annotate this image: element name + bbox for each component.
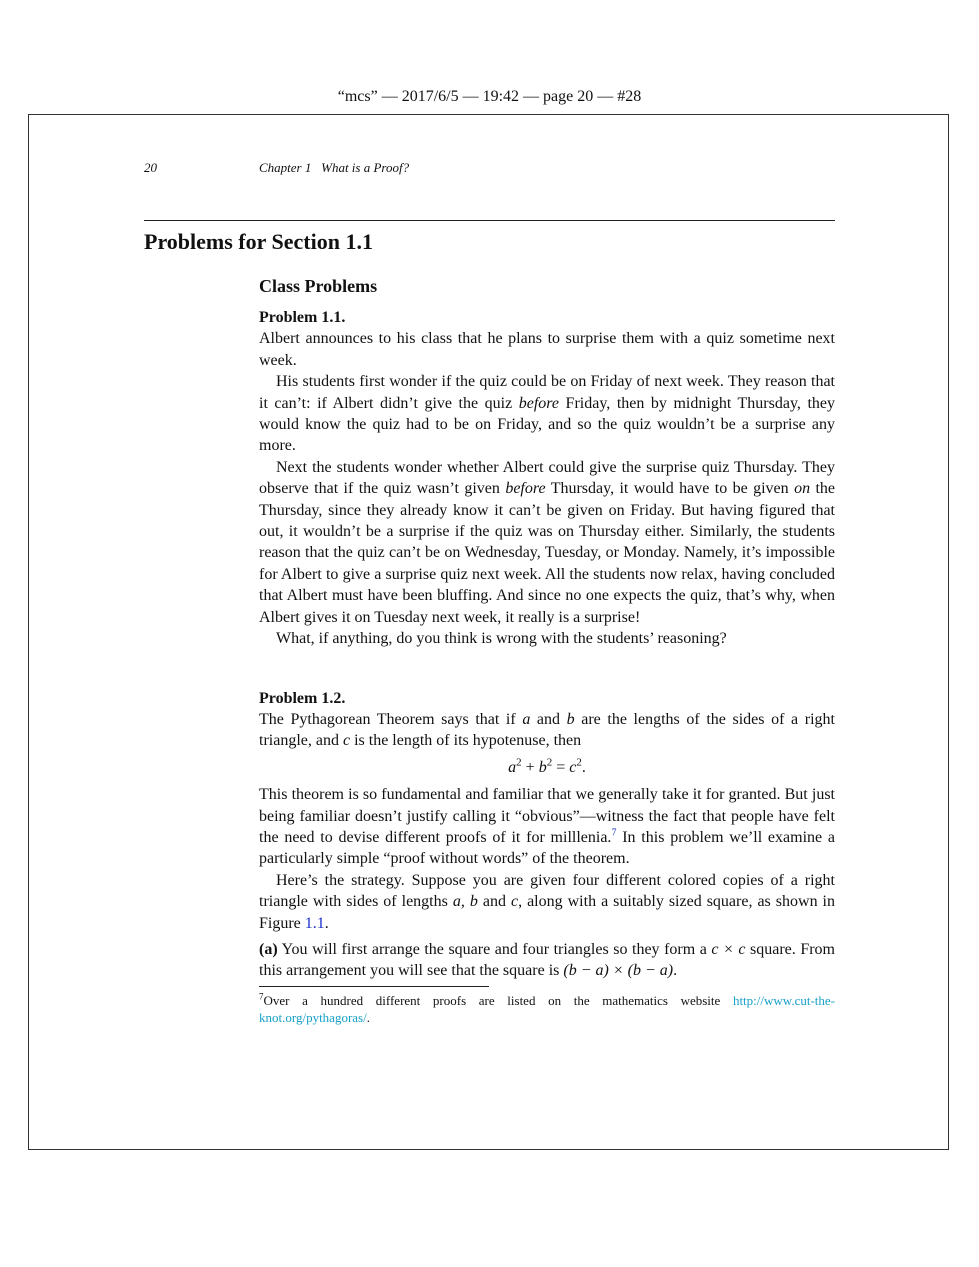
footnote-ref-7[interactable]: 7 (611, 827, 617, 839)
problem-1-paragraph-1: Albert announces to his class that he plans to surprise them with a quiz sometime next week. (259, 330, 835, 369)
figure-ref-link[interactable]: 1.1 (304, 914, 325, 932)
problem-2-title: Problem 1.2. (259, 689, 346, 707)
pythagorean-equation: $a^2 + b^2 = c^2$. (508, 756, 586, 776)
main-column (259, 274, 835, 1026)
page-header-line: “mcs” — 2017/6/5 — 19:42 — page 20 — #28 (337, 88, 642, 105)
problem-2-intro: The Pythagorean Theorem says that if a and b are the lengths of the sides of a right triangle, and c is the length of its hypotenuse, then (259, 710, 835, 750)
problem-2-paragraph-2: This theorem is so fundamental and familiar that we generally take it for granted. But just being familiar doesn’t justify calling it “obvious”—witness the fact that people have felt the need to devise different proofs of it for milllenia.$^7$ In this problem we’ll examine a particularly simple “proof without words” of the theorem. (259, 786, 836, 868)
subsection-title: Class Problems (259, 276, 378, 296)
problem-1-paragraph-2: His students first wonder if the quiz could be on Friday of next week. They reason that it can’t: if Albert didn’t give the quiz before Friday, then by midnight Thursday, they would know the quiz had to be on Friday, and so the quiz wouldn’t be a surprise any more. (259, 373, 836, 455)
section-title: Problems for Section 1.1 (144, 229, 373, 254)
page-number: 20 (144, 160, 157, 175)
footnote-url-link[interactable]: http://www.cut-the-knot.org/pythagoras/ (259, 992, 835, 1025)
problem-1-paragraph-3: Next the students wonder whether Albert could give the surprise quiz Thursday. They observe that if the quiz wasn’t given before Thursday, it would have to be given on the Thursday, since they already know it can’t be given on Friday. But having figured that out, it wouldn’t be a surprise if the quiz was on Thursday either. Similarly, the students reason that the quiz can’t be on Wednesday, Tuesday, or Monday. Namely, it’s impossible for Albert to give a surprise quiz next week. All the students now relax, having concluded that Albert must have been bluffing. And since no one expects the quiz, that’s why, when Albert gives it on Tuesday next week, it really is a surprise! (259, 458, 836, 626)
problem-1-title: Problem 1.1. (259, 309, 346, 326)
footnote-7: $^7$Over a hundred different proofs are listed on the mathematics website http://www.cut-the-knot.org/pythagoras/. (259, 991, 835, 1025)
problem-1-question: What, if anything, do you think is wrong with the students’ reasoning? (276, 630, 727, 648)
problem-2-part-a: (a) You will first arrange the square and four triangles so they form a c × c square. From this arrangement you will see that the square is (b − a) × (b − a). (259, 940, 836, 980)
chapter-title: Chapter 1 What is a Proof? (259, 160, 410, 175)
problem-2-paragraph-3: Here’s the strategy. Suppose you are given four different colored copies of a right triangle with sides of lengths a, b and c, along with a suitably sized square, as shown in Figure 1.1. (259, 871, 836, 932)
footnote-rule (259, 986, 489, 987)
section-rule (144, 220, 835, 221)
